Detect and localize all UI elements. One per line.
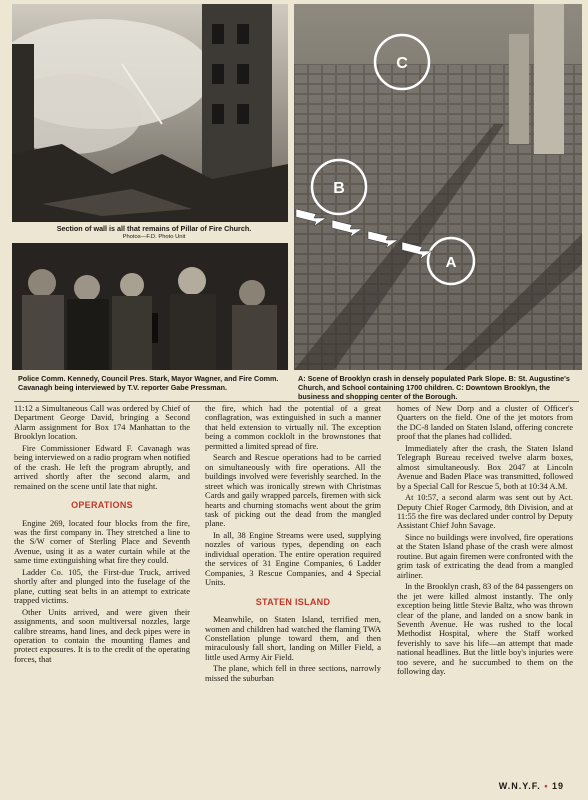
divider-rule bbox=[14, 401, 579, 402]
paragraph: Search and Rescue operations had to be carried on simultaneously with fire operations. All the buildings involved were feverishly searched. In the street which was ironically strewn with Christmas Cards and gaily wrapped parcels, firemen with sick hearts and churning stomachs went about the grim task of picking out the dead from the mangled plane. bbox=[205, 452, 381, 529]
paragraph: Engine 269, located four blocks from the fire, was the first company in. They stretched a line to the S/W corner of Sterling Place and Seventh Avenue, using it as a water curtain while at the same time extinguishing what fire they could. bbox=[14, 517, 190, 566]
paragraph: 11:12 a Simultaneous Call was ordered by Chief of Department George David, bringing a Second Alarm assignment for Box 174 Manhattan to the Brooklyn location. bbox=[14, 403, 190, 442]
paragraph: Immediately after the crash, the Staten Island Telegraph Bureau received twelve alarm boxes, almost simultaneously. Box 2047 at Lincoln Avenue and Baden Place was transmitted, followed by a Special Call for Rescue 5, both at 10:34 A.M. bbox=[397, 442, 573, 491]
paragraph: Other Units arrived, and were given their assignments, and soon multiversal nozzles, large calibre streams, hand lines, and deck pipes were in operation to contain the mounting flames and protect exposures. It is to the credit of the operating forces, that bbox=[14, 606, 190, 664]
paragraph: In all, 38 Engine Streams were used, supplying nozzles of various types, depending on each individual operation. The entire operation required the services of 31 Engine Companies, 6 Ladder Companies, 3 Rescue Companies, and 4 Special Units. bbox=[205, 529, 381, 588]
paragraph: At 10:57, a second alarm was sent out by Act. Deputy Chief Roger Carmody, 8th Division, and at 11:55 the fire was declared under control by Deputy Assistant Chief John Savage. bbox=[397, 492, 573, 531]
police-photo bbox=[12, 243, 288, 370]
paragraph: The plane, which fell in three sections, narrowly missed the suburban bbox=[205, 663, 381, 683]
paragraph: the fire, which had the potential of a great conflagration, was extinguished in such a manner that held extension to virtually nil. The exception being a common cocklolt in the brownstones that permitted a limited spread of fire. bbox=[205, 403, 381, 451]
fire-photo bbox=[12, 4, 288, 222]
paragraph: homes of New Dorp and a cluster of Officer's Quarters on the field. One of the jet motors from the DC-8 landed on Staten Island, offering concrete proof that the planes had collided. bbox=[397, 403, 573, 442]
map-label-a: A bbox=[445, 254, 457, 271]
article-column-1 bbox=[14, 404, 190, 666]
fire-photo-caption bbox=[18, 224, 290, 241]
article-column-2 bbox=[205, 404, 381, 685]
paragraph: Fire Commissioner Edward F. Cavanagh was being interviewed on a radio program when notified of the crash. He left the program abruptly, and arrived shortly after the second alarm, and remained on the scene until late that night. bbox=[14, 442, 190, 491]
paragraph: Since no buildings were involved, fire operations at the Staten Island phase of the crash were almost routine. But again firemen were confronted with the grim task of extricating the dead from a mangled airliner. bbox=[397, 531, 573, 580]
map-label-c: C bbox=[396, 55, 408, 72]
magazine-name: W.N.Y.F. bbox=[498, 781, 541, 791]
fire-caption-text: Section of wall is all that remains of Pillar of Fire Church. bbox=[56, 224, 252, 233]
aerial-photo-caption: A: Scene of Brooklyn crash in densely populated Park Slope. B: St. Augustine's Church, and School containing 1700 children. C: Downtown Brooklyn, the business and shopping center of the Borough. bbox=[298, 374, 570, 401]
page-footer bbox=[499, 781, 564, 791]
paragraph: In the Brooklyn crash, 83 of the 84 passengers on the jet were killed almost instantly. The only exception being little Stevie Baltz, who was thrown clear of the plane, and landed on a snow bank in Seventh Avenue. He was rushed to the local Methodist Hospital, where the Staff worked feverishly to save his life—an attempt that made national headlines. But the little boy's injuries were too severe, and he succumbed to them on the following day. bbox=[397, 581, 573, 677]
article-column-3 bbox=[397, 404, 573, 679]
police-photo-caption: Police Comm. Kennedy, Council Pres. Stark, Mayor Wagner, and Fire Comm. Cavanagh being interviewed by T.V. reporter Gabe Pressman. bbox=[18, 374, 279, 392]
footer-separator: • bbox=[544, 781, 549, 791]
page-number: 19 bbox=[551, 781, 564, 791]
operations-heading: OPERATIONS bbox=[71, 500, 133, 511]
photo-credit: Photos—F.D. Photo Unit bbox=[122, 234, 186, 240]
paragraph: Ladder Co. 105, the First-due Truck, arrived shortly after and plunged into the fuselage of the plane, cutting seat belts in an attempt to extricate trapped victims. bbox=[14, 566, 190, 606]
staten-island-heading: STATEN ISLAND bbox=[255, 596, 331, 607]
aerial-photo bbox=[294, 4, 582, 370]
paragraph: Meanwhile, on Staten Island, terrified men, women and children had watched the flaming TWA Constellation plunge toward them, and then miraculously fall short, landing on Miller Field, a little used Army Air Field. bbox=[205, 614, 381, 662]
map-label-b: B bbox=[333, 180, 345, 197]
